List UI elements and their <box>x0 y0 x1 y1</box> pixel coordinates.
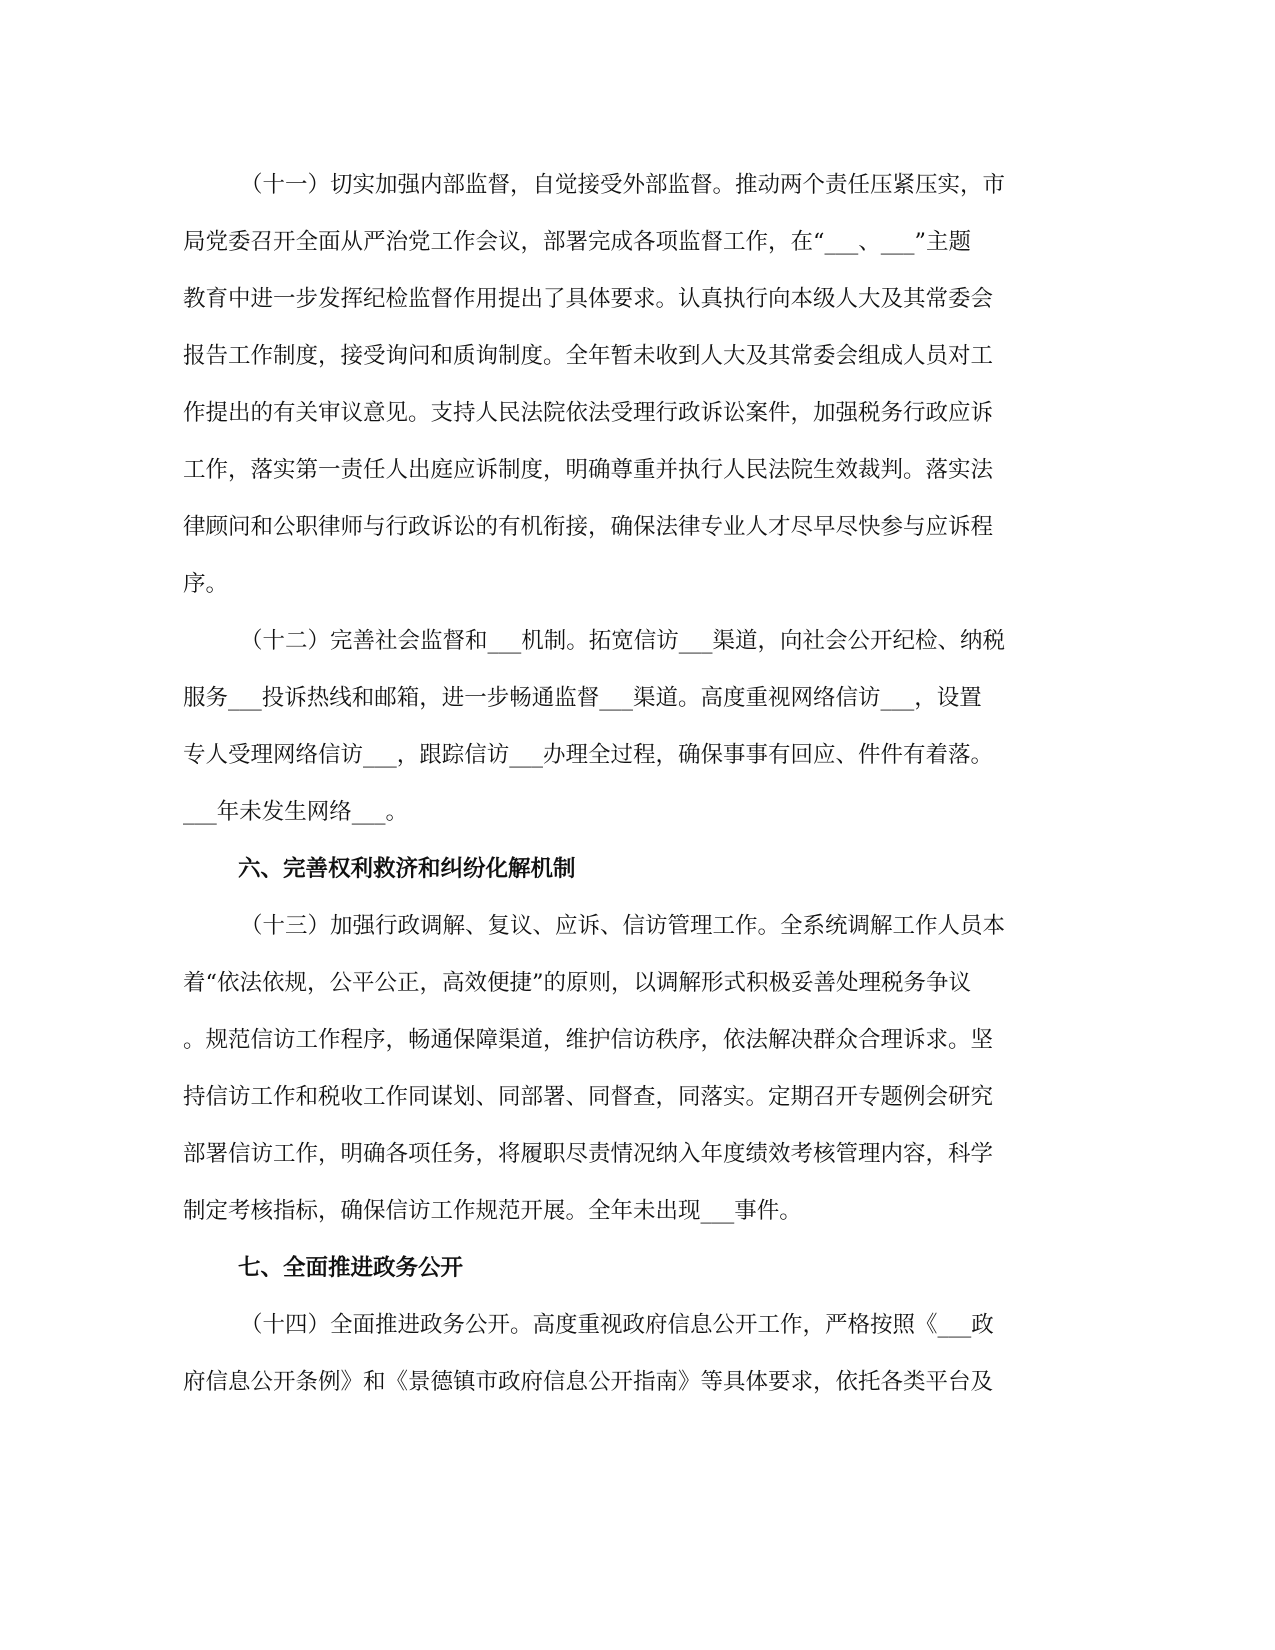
paragraph-11-line-3: 教育中进一步发挥纪检监督作用提出了具体要求。认真执行向本级人大及其常委会 <box>183 286 994 312</box>
paragraph-12-line-3: 专人受理网络信访___，跟踪信访___办理全过程，确保事事有回应、件件有着落。 <box>183 742 994 768</box>
paragraph-12-line-1: （十二）完善社会监督和___机制。拓宽信访___渠道，向社会公开纪检、纳税 <box>240 628 1006 654</box>
paragraph-11-line-1: （十一）切实加强内部监督，自觉接受外部监督。推动两个责任压紧压实，市 <box>240 172 1006 198</box>
paragraph-11-line-6: 工作，落实第一责任人出庭应诉制度，明确尊重并执行人民法院生效裁判。落实法 <box>183 457 994 483</box>
paragraph-14-line-2: 府信息公开条例》和《景德镇市政府信息公开指南》等具体要求，依托各类平台及 <box>183 1369 994 1395</box>
paragraph-11-line-5: 作提出的有关审议意见。支持人民法院依法受理行政诉讼案件，加强税务行政应诉 <box>183 400 994 426</box>
paragraph-11-line-7: 律顾问和公职律师与行政诉讼的有机衔接，确保法律专业人才尽早尽快参与应诉程 <box>183 514 994 540</box>
paragraph-14-line-1: （十四）全面推进政务公开。高度重视政府信息公开工作，严格按照《___政 <box>240 1312 994 1338</box>
paragraph-11-line-4: 报告工作制度，接受询问和质询制度。全年暂未收到人大及其常委会组成人员对工 <box>183 343 994 369</box>
paragraph-11-line-2: 局党委召开全面从严治党工作会议，部署完成各项监督工作，在“___、___”主题 <box>183 229 972 255</box>
section-heading-7: 七、全面推进政务公开 <box>238 1255 464 1281</box>
paragraph-13-line-1: （十三）加强行政调解、复议、应诉、信访管理工作。全系统调解工作人员本 <box>240 913 1006 939</box>
paragraph-12-line-2: 服务___投诉热线和邮箱，进一步畅通监督___渠道。高度重视网络信访___，设置 <box>183 685 982 711</box>
paragraph-13-line-4: 持信访工作和税收工作同谋划、同部署、同督查，同落实。定期召开专题例会研究 <box>183 1084 994 1110</box>
paragraph-11-line-8: 序。 <box>183 571 229 597</box>
paragraph-12-line-4: ___年未发生网络___。 <box>183 799 409 825</box>
paragraph-13-line-5: 部署信访工作，明确各项任务，将履职尽责情况纳入年度绩效考核管理内容，科学 <box>183 1141 994 1167</box>
section-heading-6: 六、完善权利救济和纠纷化解机制 <box>238 856 576 882</box>
paragraph-13-line-6: 制定考核指标，确保信访工作规范开展。全年未出现___事件。 <box>183 1198 802 1224</box>
paragraph-13-line-2: 着“依法依规，公平公正，高效便捷”的原则，以调解形式积极妥善处理税务争议 <box>183 970 972 996</box>
paragraph-13-line-3: 。规范信访工作程序，畅通保障渠道，维护信访秩序，依法解决群众合理诉求。坚 <box>183 1027 994 1053</box>
